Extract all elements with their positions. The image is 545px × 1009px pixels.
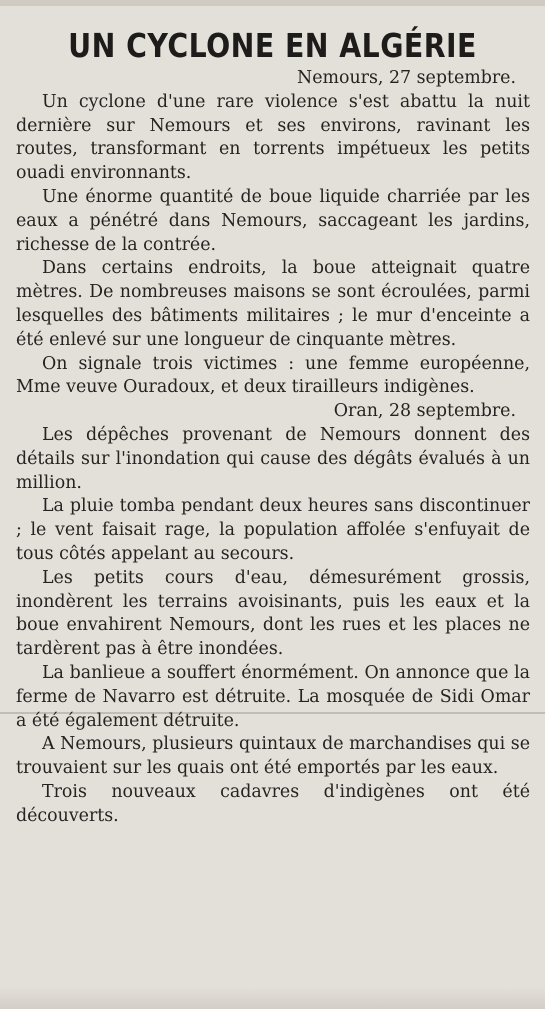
paragraph-text: Trois nouveaux cadavres d'indigènes ont été découverts. [16, 781, 530, 826]
paragraph-text: A Nemours, plusieurs quintaux de marchandises qui se trouvaient sur les quais ont été emportés par les eaux. [16, 734, 530, 779]
paragraph-text: Dans certains endroits, la boue atteignait quatre mètres. De nombreuses maisons se sont écroulées, parmi lesquelles des bâtiments militaires ; le mur d'enceinte a été enlevé sur une longueur de cinquante mètres. [16, 258, 530, 350]
paragraph-text: La banlieue a souffert énormément. On annonce que la ferme de Navarro est détruite. La mosquée de Sidi Omar a été également détruite. [16, 662, 530, 731]
paragraph [16, 733, 530, 781]
paragraph-text: La pluie tomba pendant deux heures sans discontinuer ; le vent faisait rage, la population affolée s'enfuyait de tous côtés appelant au secours. [16, 496, 530, 564]
article-headline: UN CYCLONE EN ALGÉRIE [68, 26, 477, 65]
paragraph-text: On signale trois victimes : une femme européenne, Mme veuve Ouradoux, et deux tirailleurs indigènes. [16, 353, 530, 398]
paragraph-text: Les petits cours d'eau, démesurément grossis, inondèrent les terrains avoisinants, puis les eaux et la boue envahirent Nemours, dont les rues et les places ne tardèrent pas à être inondées. [16, 567, 530, 660]
paragraph-text: Une énorme quantité de boue liquide charriée par les eaux a pénétré dans Nemours, saccageant les jardins, richesse de la contrée. [16, 186, 530, 255]
paper-top-edge [0, 0, 545, 6]
dateline-nemours: Nemours, 27 septembre. [296, 68, 516, 88]
paragraph-text: Un cyclone d'une rare violence s'est abattu la nuit dernière sur Nemours et ses environs, ravinant les routes, transformant en torrents impétueux les petits ouadi environnants. [16, 91, 530, 184]
paper-bottom-edge [0, 987, 545, 1009]
paragraph [16, 186, 530, 257]
article-body [16, 67, 530, 829]
paragraph [16, 353, 530, 401]
paragraph [16, 781, 530, 829]
dateline-oran: Oran, 28 septembre. [333, 401, 516, 422]
paragraph [16, 495, 530, 566]
paragraph [16, 567, 530, 662]
paragraph [16, 662, 530, 733]
paragraph [16, 257, 530, 352]
paragraph [16, 91, 530, 186]
paragraph [16, 424, 530, 495]
paragraph-text: Les dépêches provenant de Nemours donnent des détails sur l'inondation qui cause des dégâts évalués à un million. [16, 424, 530, 493]
